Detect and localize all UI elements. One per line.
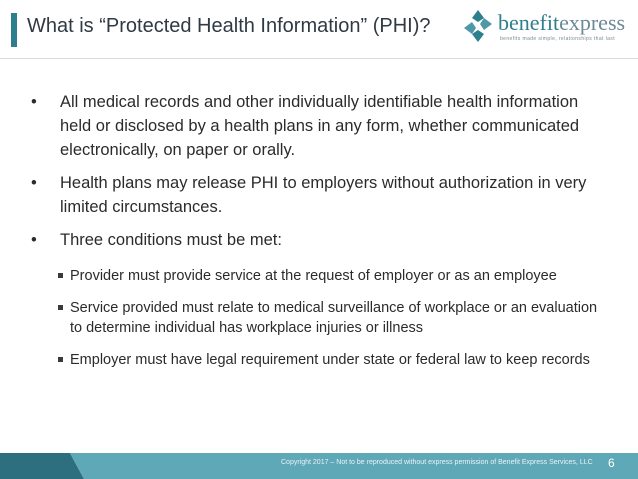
sub-bullet-text: Provider must provide service at the request of employer or as an employee bbox=[70, 268, 557, 284]
bullet-dot-icon: • bbox=[31, 174, 37, 192]
bullet-text: All medical records and other individually identifiable health information held or disclosed by a health plans in any form, whether communicated electronically, on paper or orally. bbox=[60, 93, 580, 159]
benefitexpress-logo bbox=[462, 8, 632, 50]
slide-title: What is “Protected Health Information” (PHI)? bbox=[27, 15, 431, 37]
footer-dark-segment bbox=[0, 453, 84, 479]
slide-footer bbox=[0, 453, 638, 479]
footer-light-segment bbox=[70, 453, 638, 479]
logo-mark-icon bbox=[462, 8, 494, 44]
slide-body bbox=[30, 90, 610, 382]
footer-band bbox=[0, 453, 638, 479]
logo-word-primary: benefit bbox=[498, 10, 560, 35]
bullet-item bbox=[30, 171, 610, 219]
bullet-item bbox=[30, 90, 610, 162]
bullet-dot-icon: • bbox=[31, 231, 37, 249]
logo-tagline: benefits made simple, relationships that last bbox=[500, 36, 615, 42]
logo-word-secondary: express bbox=[559, 10, 626, 35]
sub-bullet-item bbox=[30, 350, 610, 370]
sub-bullet-text: Service provided must relate to medical surveillance of workplace or an evaluation to determine individual has workplace injuries or illness bbox=[70, 300, 598, 336]
bullet-text: Three conditions must be met: bbox=[60, 231, 282, 249]
sub-bullet-text: Employer must have legal requirement under state or federal law to keep records bbox=[70, 352, 590, 368]
title-accent-bar bbox=[11, 13, 17, 47]
sub-bullet-item bbox=[30, 266, 610, 286]
footer-copyright: Copyright 2017 – Not to be reproduced without express permission of Benefit Express Services, LLC bbox=[281, 459, 593, 466]
page-number: 6 bbox=[608, 456, 615, 470]
bullet-text: Health plans may release PHI to employers without authorization in very limited circumstances. bbox=[60, 174, 587, 216]
sub-bullet-item bbox=[30, 298, 610, 338]
square-bullet-icon bbox=[58, 357, 63, 362]
square-bullet-icon bbox=[58, 273, 63, 278]
title-divider bbox=[0, 58, 638, 59]
bullet-item bbox=[30, 228, 610, 252]
logo-wordmark bbox=[498, 11, 625, 35]
square-bullet-icon bbox=[58, 305, 63, 310]
bullet-dot-icon: • bbox=[31, 93, 37, 111]
